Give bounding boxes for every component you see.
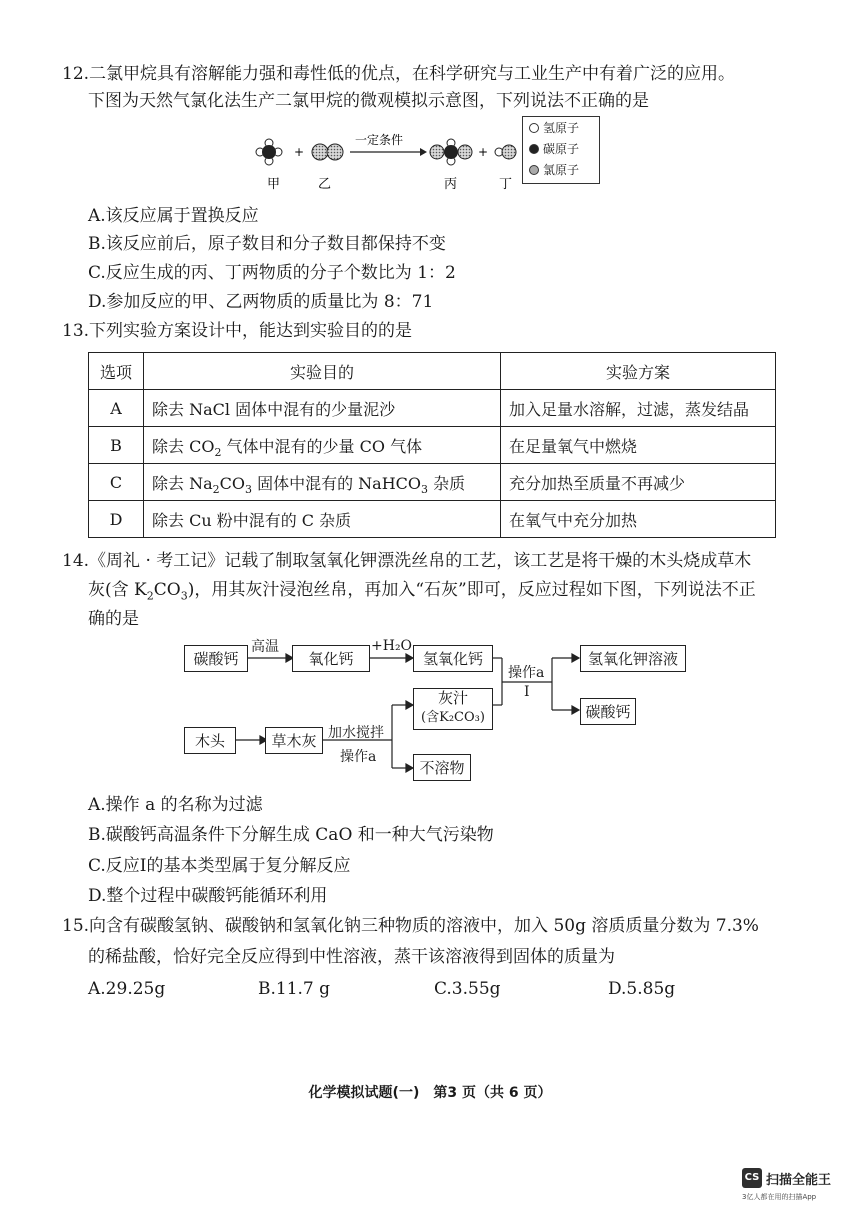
label-high-temp: 高温: [251, 639, 279, 655]
row-plan: 在足量氧气中燃烧: [501, 427, 776, 464]
label-ding: 丁: [499, 177, 513, 192]
box-wood: 木头: [184, 727, 236, 754]
hydrogen-atom-icon: [529, 123, 539, 133]
q12-option-c: C.反应生成的丙、丁两物质的分子个数比为 1：2: [88, 263, 456, 283]
q15-stem-line1: 15.向含有碳酸氢钠、碳酸钠和氢氧化钠三种物质的溶液中，加入 50g 溶质质量分数为 7.3%: [62, 916, 759, 936]
row-plan: 充分加热至质量不再减少: [501, 464, 776, 501]
q12-option-b: B.该反应前后，原子数目和分子数目都保持不变: [88, 234, 446, 254]
q14-option-a: A.操作 a 的名称为过滤: [88, 795, 263, 815]
label-operation-a-1: 操作a: [508, 665, 545, 681]
label-bing: 丙: [444, 177, 458, 192]
q14-stem-line1: 14.《周礼 · 考工记》记载了制取氢氧化钾漂洗丝帛的工艺，该工艺是将干燥的木头烧成草木: [62, 551, 752, 571]
dichloromethane-molecule: [430, 139, 472, 165]
q12-stem-line2: 下图为天然气氯化法生产二氯甲烷的微观模拟示意图，下列说法不正确的是: [88, 91, 649, 111]
q15-option-c: C.3.55g: [434, 979, 501, 999]
row-plan: 加入足量水溶解，过滤，蒸发结晶: [501, 390, 776, 427]
table-row: [89, 464, 776, 501]
header-aim: 实验目的: [144, 353, 501, 390]
atom-legend: [522, 116, 600, 184]
chlorine-molecule: [312, 144, 343, 160]
row-option: D: [89, 501, 144, 538]
row-aim: 除去 $Na_2CO_3$ 固体中混有的 NaHCO$_3$ 杂质: [144, 464, 501, 501]
watermark-name: 扫描全能王: [766, 1173, 832, 1188]
q14-option-c: C.反应Ⅰ的基本类型属于复分解反应: [88, 856, 351, 876]
label-operation-a-2: 操作a: [340, 749, 377, 765]
box-ash-juice: [413, 688, 493, 730]
q15-option-b: B.11.7 g: [258, 979, 331, 999]
q15-option-a: A.29.25g: [88, 979, 166, 999]
box-plant-ash: 草木灰: [265, 727, 323, 754]
q14-stem-line2: 灰(含 $K_2CO_3$)，用其灰汁浸泡丝帛，再加入“石灰”即可，反应过程如下图，下列说法不正: [88, 580, 756, 603]
camscanner-logo-icon: CS: [742, 1168, 762, 1188]
row-aim: 除去 $CO_2$ 气体中混有的少量 CO 气体: [144, 427, 501, 464]
carbon-atom-icon: [529, 144, 539, 154]
row-option: C: [89, 464, 144, 501]
experiment-table: [88, 352, 776, 538]
q12-option-a: A.该反应属于置换反应: [88, 206, 259, 226]
legend-hydrogen: 氢原子: [543, 121, 580, 135]
table-row: [89, 501, 776, 538]
q13-stem: 13.下列实验方案设计中，能达到实验目的的是: [62, 321, 413, 341]
label-add-water-stir: 加水搅拌: [328, 725, 384, 741]
row-option: B: [89, 427, 144, 464]
box-calcium-carbonate-output: 碳酸钙: [580, 698, 636, 725]
table-row: [89, 427, 776, 464]
methane-molecule: [256, 139, 282, 165]
row-aim: 除去 NaCl 固体中混有的少量泥沙: [144, 390, 501, 427]
header-plan: 实验方案: [501, 353, 776, 390]
q14-option-b: B.碳酸钙高温条件下分解生成 CaO 和一种大气污染物: [88, 825, 494, 845]
watermark-subtitle: 3亿人都在用的扫描App: [742, 1193, 817, 1201]
row-option: A: [89, 390, 144, 427]
ash-juice-label: 灰汁: [437, 689, 468, 707]
chlorine-atom-icon: [529, 165, 539, 175]
legend-carbon: 碳原子: [543, 142, 580, 156]
svg-text:+: +: [478, 145, 489, 159]
box-potassium-hydroxide-solution: 氢氧化钾溶液: [580, 645, 686, 672]
row-plan: 在氧气中充分加热: [501, 501, 776, 538]
header-option: 选项: [89, 353, 144, 390]
label-yi: 乙: [318, 177, 332, 192]
legend-chlorine: 氯原子: [543, 163, 580, 177]
label-plus-water: +H₂O: [371, 638, 413, 654]
scanner-watermark: [742, 1168, 842, 1208]
row-aim: 除去 Cu 粉中混有的 C 杂质: [144, 501, 501, 538]
ash-juice-content: (含K₂CO₃): [421, 710, 485, 725]
hydrogen-chloride-molecule: [495, 145, 516, 159]
q14-option-d: D.整个过程中碳酸钙能循环利用: [88, 886, 328, 906]
table-row: [89, 390, 776, 427]
box-insoluble: 不溶物: [413, 754, 471, 781]
box-calcium-carbonate: 碳酸钙: [184, 645, 248, 672]
page-footer: 化学模拟试题(一) 第3 页（共 6 页）: [308, 1085, 552, 1101]
q15-option-d: D.5.85g: [608, 979, 676, 999]
q15-stem-line2: 的稀盐酸，恰好完全反应得到中性溶液，蒸干该溶液得到固体的质量为: [88, 947, 615, 967]
svg-text:+: +: [294, 145, 305, 159]
box-calcium-hydroxide: 氢氧化钙: [413, 645, 493, 672]
label-reaction-i: I: [524, 684, 530, 700]
table-header-row: [89, 353, 776, 390]
box-calcium-oxide: 氧化钙: [292, 645, 370, 672]
q12-stem-line1: 12.二氯甲烷具有溶解能力强和毒性低的优点，在科学研究与工业生产中有着广泛的应用。: [62, 64, 736, 84]
q14-stem-line3: 确的是: [88, 609, 139, 629]
q12-option-d: D.参加反应的甲、乙两物质的质量比为 8：71: [88, 292, 434, 312]
label-jia: 甲: [267, 177, 281, 192]
reaction-condition-label: 一定条件: [355, 133, 404, 147]
